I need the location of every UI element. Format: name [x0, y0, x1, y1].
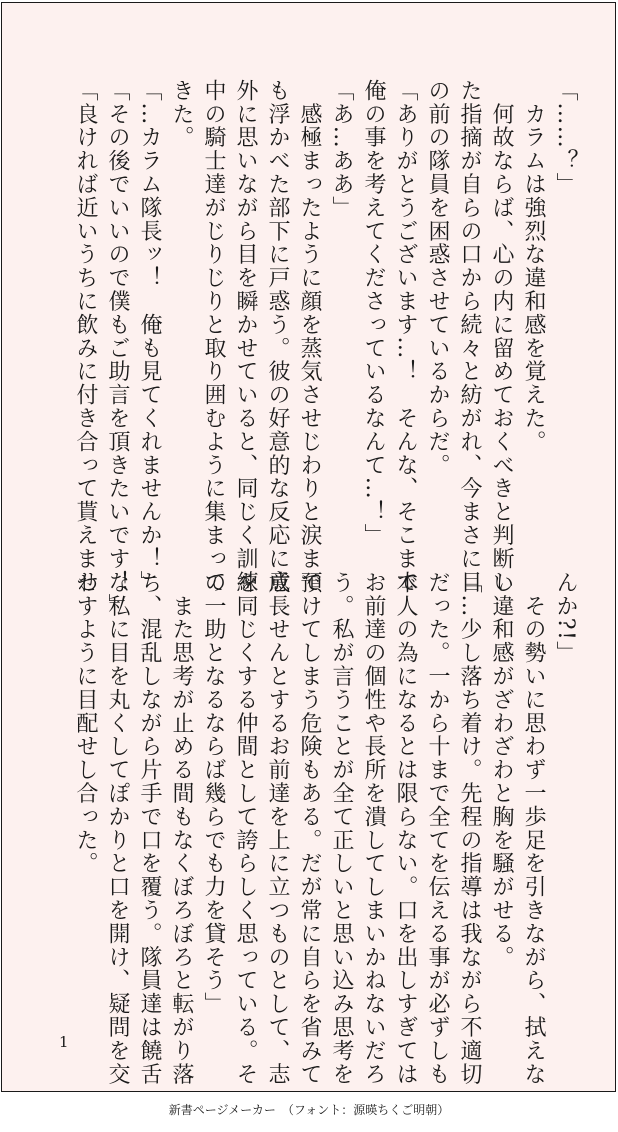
- footer-credit: 新書ページメーカー （フォント：源暎ちくご明朝）: [168, 1103, 450, 1117]
- upper-text-block: 「……？」 カラムは強烈な違和感を覚えた。 何故ならば、心の内に留めておくべきと判断し た指摘が自らの口から続々と紡がれ、今まさに目 の前の隊員を困惑させているからだ。 「ありがとうございます…！ そんな、そこまで 俺の事を考えてくださっているなんて…！」 「あ…ああ」 感極まったように顔を蒸気させじわりと涙まで も浮かべた部下に戸惑う。彼の好意的な反応に意 外に思いながら目を瞬かせていると、同じく訓練 中の騎士達がじりじりと取り囲むように集まって きた。 「…カラム隊長ッ！ 俺も見てくれませんか！」 「その後でいいので僕もご助言を頂きたいです！」 「良ければ近いうちに飲みに付き合って貰えませ: [73, 79, 578, 618]
- page-number: 1: [59, 1033, 69, 1051]
- page: [1, 2, 616, 1092]
- lower-text-block: んか?!」 その勢いに思わず一歩足を引きながら、拭えな い違和感がざわざわと胸を騒がせる。 「…少し落ち着け。先程の指導は我ながら不適切 だった。一から十まで全てを伝える事が必ずしも 本人の為になるとは限らない。口を出しすぎては お前達の個性や長所を潰してしまいかねないだろ う。私が言うことが全て正しいと思い込み思考を 預けてしまう危険もある。だが常に自らを省みて 成長せんとするお前達を上に立つものとして、志 を同じくする仲間として誇らしく思っている。そ の一助となるならば幾らでも力を貸そう」 また思考が止める間もなくぼろぼろと転がり落 ち、混乱しながら片手で口を覆う。隊員達は饒舌 な私に目を丸くしてぽかりと口を開け、疑問を交 わすように目配せし合った。: [73, 571, 578, 1086]
